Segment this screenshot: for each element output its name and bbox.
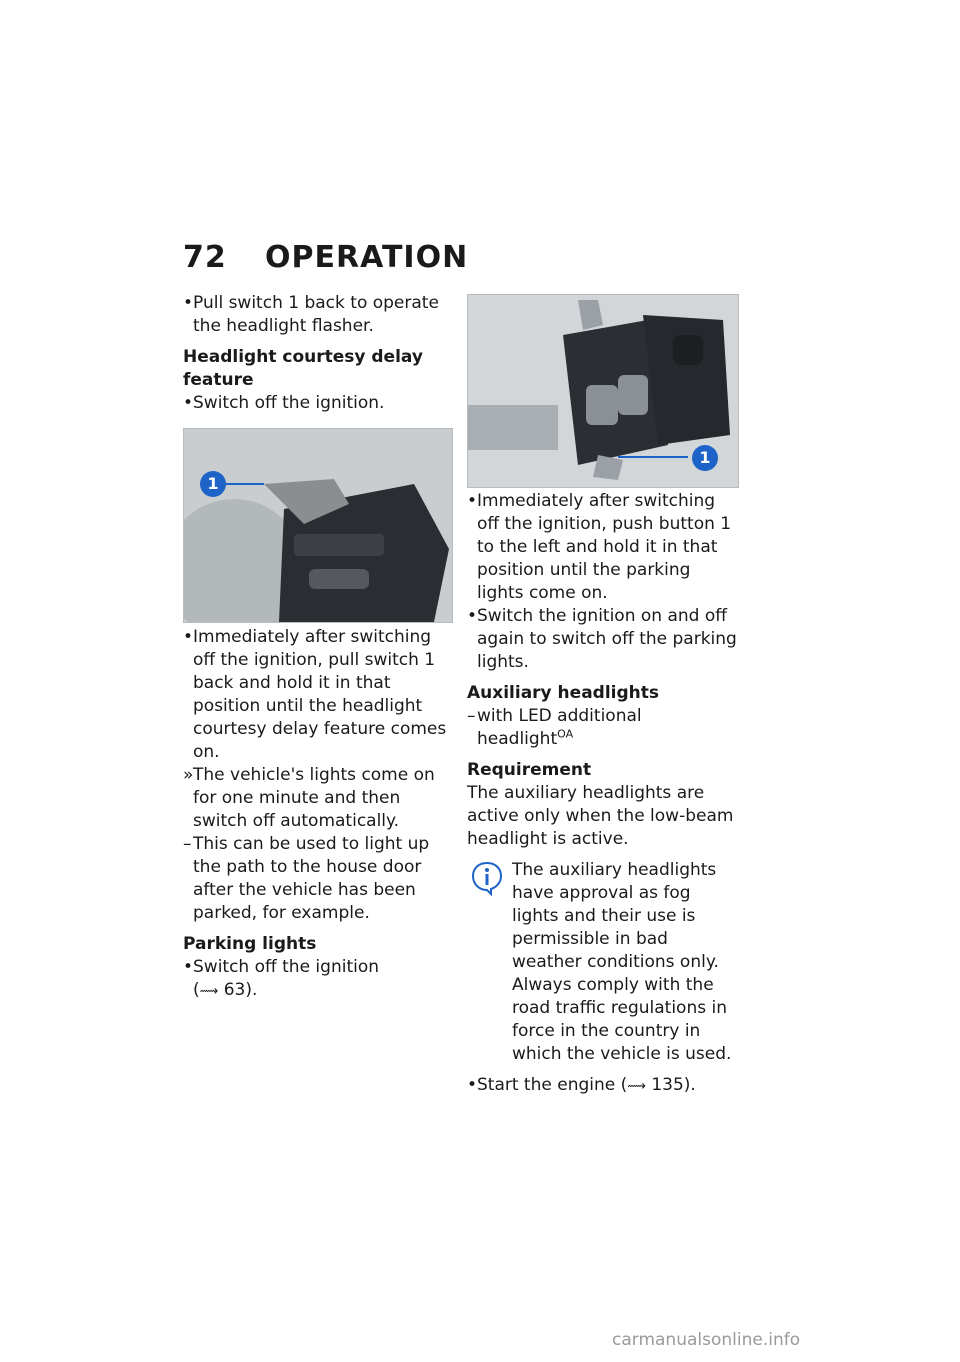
list-item: • Switch the ignition on and off again to switch off the parking lights. [467,606,737,672]
page-ref-arrow-icon: ⟿ [627,1079,646,1094]
dash-item: – with LED additional headlight$^{OA}$ [467,706,642,749]
page-header [183,240,468,275]
figure-headlight-switch [183,428,453,623]
left-column [183,292,453,415]
page-number: 72 [183,240,227,275]
section-heading: Requirement [467,760,592,780]
watermark: carmanualsonline.info [612,1330,801,1350]
callout-1: 1 [200,471,226,497]
list-item: • Start the engine (⟿ 135). [467,1075,696,1095]
result-item: » The vehicle's lights come on for one minute and then switch off automatically. [183,765,435,831]
list-item: • Switch off the ignition (⟿ 63). [183,957,380,1000]
page-ref-arrow-icon: ⟿ [199,984,219,999]
info-note: The auxiliary headlights have approval as fog lights and their use is permissible in bad weather conditions only. Always comply with the road traffic regulations in force in the country in which the vehicle is used. [512,860,732,1064]
list-item: • Pull switch 1 back to operate the headlight flasher. [183,293,439,336]
switch-illustration [184,429,452,622]
right-column [467,490,742,1098]
dash-item: – This can be used to light up the path to the house door after the vehicle has been parked, for example. [183,834,430,923]
section-heading: Parking lights [183,934,317,954]
figure-handlebar-controls [467,294,739,488]
info-icon [469,860,505,896]
list-item: • Immediately after switching off the ignition, push button 1 to the left and hold it in that position until the parking lights come on. [467,491,732,603]
list-item: • Switch off the ignition. [183,393,385,413]
option-superscript: OA [557,727,574,741]
section-heading: Auxiliary headlights [467,683,660,703]
section-title: OPERATION [265,240,469,275]
requirement-text: The auxiliary headlights are active only when the low-beam headlight is active. [467,783,734,849]
section-heading: Headlight courtesy delay feature [183,347,423,390]
left-column-lower [183,626,453,1003]
callout-1: 1 [692,445,718,471]
list-item: • Immediately after switching off the ignition, pull switch 1 back and hold it in that position until the headlight courtesy delay feature comes on. [183,627,447,762]
